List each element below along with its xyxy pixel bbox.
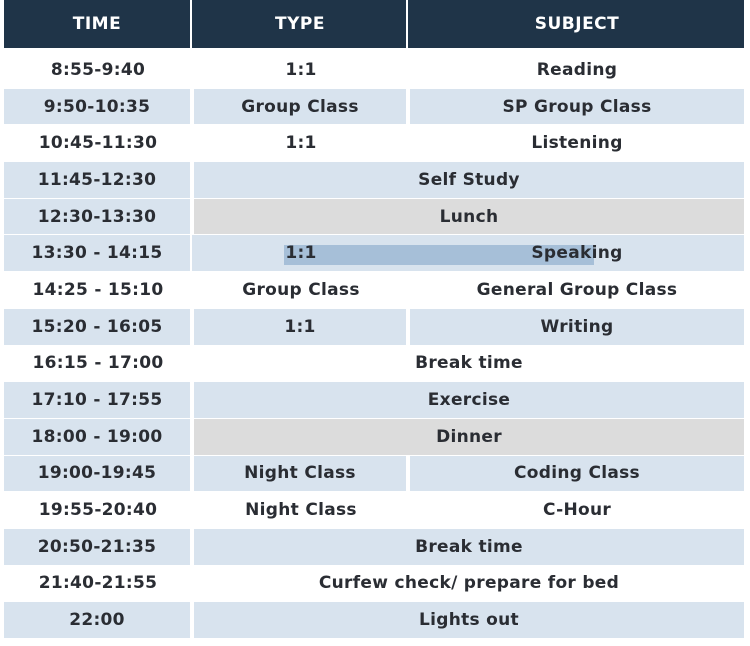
time-cell: 17:10 - 17:55 <box>4 382 192 418</box>
activity-cell: Exercise <box>194 382 744 418</box>
activity-cell: Curfew check/ prepare for bed <box>194 566 744 602</box>
type-cell: 1:1 <box>194 125 408 161</box>
time-cell: 19:00-19:45 <box>4 456 192 492</box>
activity-cell: Lights out <box>194 602 744 638</box>
table-row <box>4 89 744 126</box>
table-row <box>4 199 744 236</box>
table-row-highlighted <box>4 235 744 272</box>
activity-cell: Break time <box>194 529 744 565</box>
schedule-table <box>4 0 744 639</box>
header-subject: SUBJECT <box>534 14 620 34</box>
time-cell: 18:00 - 19:00 <box>4 419 192 455</box>
type-cell: Night Class <box>194 456 408 492</box>
time-cell: 9:50-10:35 <box>4 89 192 125</box>
subject-cell: Speaking <box>531 243 623 264</box>
subject-cell: Listening <box>410 125 744 161</box>
time-cell: 21:40-21:55 <box>4 566 192 602</box>
subject-cell: C-Hour <box>410 492 744 528</box>
type-cell: 1:1 <box>194 52 408 88</box>
subject-cell: Writing <box>410 309 744 345</box>
table-row <box>4 162 744 199</box>
table-row <box>4 602 744 639</box>
table-row <box>4 566 744 603</box>
table-row <box>4 456 744 493</box>
type-cell: Group Class <box>194 272 408 308</box>
table-header-row <box>4 0 744 52</box>
time-cell: 11:45-12:30 <box>4 162 192 198</box>
subject-cell: Coding Class <box>410 456 744 492</box>
time-cell: 14:25 - 15:10 <box>4 272 192 308</box>
type-cell: Night Class <box>194 492 408 528</box>
subject-cell: General Group Class <box>410 272 744 308</box>
table-row <box>4 52 744 89</box>
table-row <box>4 382 744 419</box>
table-row <box>4 272 744 309</box>
table-row <box>4 492 744 529</box>
time-cell: 19:55-20:40 <box>4 492 192 528</box>
activity-cell: Self Study <box>194 162 744 198</box>
table-row <box>4 125 744 162</box>
subject-cell: SP Group Class <box>410 89 744 125</box>
time-cell: 16:15 - 17:00 <box>4 346 192 382</box>
activity-cell: Break time <box>194 346 744 382</box>
type-cell: 1:1 <box>194 309 408 345</box>
header-type: TYPE <box>194 0 408 48</box>
table-row <box>4 309 744 346</box>
activity-cell: Lunch <box>194 199 744 235</box>
header-time: TIME <box>4 0 192 48</box>
activity-cell: Dinner <box>194 419 744 455</box>
table-row <box>4 346 744 383</box>
time-cell: 15:20 - 16:05 <box>4 309 192 345</box>
time-cell: 8:55-9:40 <box>4 52 192 88</box>
subject-cell: Reading <box>410 52 744 88</box>
table-row <box>4 419 744 456</box>
time-cell: 10:45-11:30 <box>4 125 192 161</box>
time-cell: 13:30 - 14:15 <box>4 235 192 271</box>
time-cell: 22:00 <box>4 602 192 638</box>
type-cell: 1:1 <box>285 243 317 264</box>
type-cell: Group Class <box>194 89 408 125</box>
time-cell: 20:50-21:35 <box>4 529 192 565</box>
time-cell: 12:30-13:30 <box>4 199 192 235</box>
table-row <box>4 529 744 566</box>
